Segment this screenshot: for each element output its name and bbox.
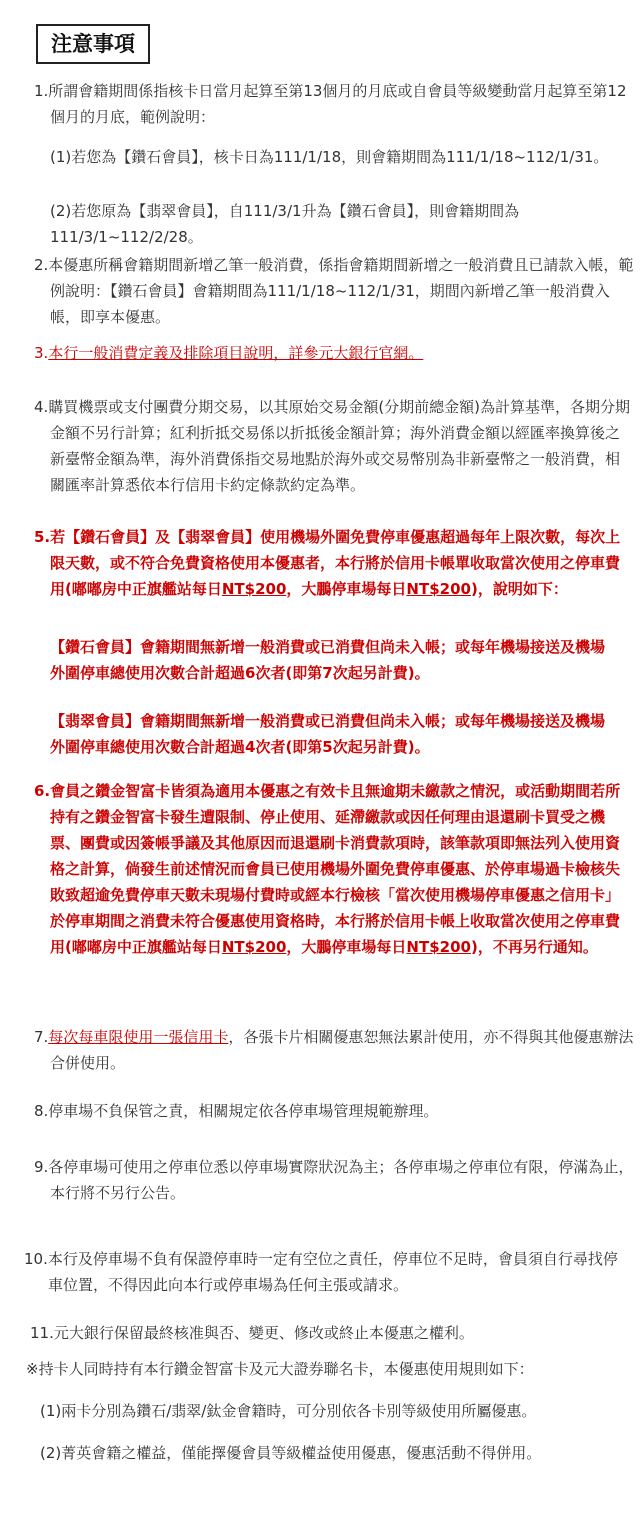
notice-item-7-text: ，各張卡片相關優惠恕無法累計使用，亦不得與其他優惠辦法合併使用。	[50, 1028, 634, 1072]
parking-fee-dudufang: NT$200	[221, 938, 287, 956]
notice-item-5-jade-rule: 【翡翠會員】會籍期間無新增一般消費或已消費但尚未入帳；或每年機場接送及機場外圍停車總使用次數合計超過4次者(即第5次起另計費)。	[50, 712, 606, 756]
notice-item-7-prefix: 7.	[34, 1028, 49, 1046]
notice-item-5-text: ，大鵬停車場每日	[286, 580, 407, 598]
notice-item-6-text: ，大鵬停車場每日	[286, 938, 407, 956]
notice-item-3-prefix: 3.	[34, 344, 49, 362]
notice-item-7-highlight: 每次每車限使用一張信用卡	[48, 1028, 229, 1046]
notice-item-5	[34, 524, 634, 602]
notice-item-4: 4.購買機票或支付團費分期交易，以其原始交易金額(分期前總金額)為計算基準，各期分期金額不另行計算；紅利折抵交易係以折抵後金額計算；海外消費金額以經匯率換算後之新臺幣金額為準，海外消費係指交易地點於海外或交易幣別為非新臺幣之一般消費，相關匯率計算悉依本行信用卡約定條款約定為準。	[34, 398, 631, 494]
notice-item-6	[34, 778, 634, 960]
notice-item-1-example-1: (1)若您為【鑽石會員】，核卡日為111/1/18，則會籍期間為111/1/18~112/1/31。	[50, 148, 609, 166]
parking-fee-dapeng: NT$200	[406, 580, 471, 598]
notice-cobrand-rule-2: (2)菁英會籍之權益，僅能擇優會員等級權益使用優惠，優惠活動不得併用。	[40, 1444, 542, 1462]
notice-item-3-link[interactable]: 本行一般消費定義及排除項目說明，詳參元大銀行官網。	[48, 344, 424, 362]
notice-item-5-text: 5.若【鑽石會員】及【翡翠會員】使用機場外圍免費停車優惠超過每年上限次數，每次上限天數，或不符合免費資格使用本優惠者，本行將於信用卡帳單收取當次使用之停車費用(嘟嘟房中正旗艦站每日	[34, 528, 621, 598]
parking-fee-dapeng: NT$200	[406, 938, 471, 956]
notice-item-1: 1.所謂會籍期間係指核卡日當月起算至第13個月的月底或自會員等級變動當月起算至第12個月的月底，範例說明：	[34, 82, 627, 126]
notice-item-5-text: )，說明如下：	[470, 580, 568, 598]
notice-cobrand-rule-1: (1)兩卡分別為鑽石/翡翠/鈦金會籍時，可分別依各卡別等級使用所屬優惠。	[40, 1402, 537, 1420]
notice-item-6-text: 6.會員之鑽金智富卡皆須為適用本優惠之有效卡且無逾期未繳款之情況，或活動期間若所持有之鑽金智富卡發生遭限制、停止使用、延滯繳款或因任何理由退還刷卡買受之機票、團費或因簽帳爭議及其他原因而退還刷卡消費款項時，該筆款項即無法列入使用資格之計算，倘發生前述情況而會員已使用機場外圍免費停車優惠、於停車場過卡檢核失敗致超逾免費停車天數未現場付費時或經本行檢核「當次使用機場停車優惠之信用卡」於停車期間之消費未符合優惠使用資格時，本行將於信用卡帳上收取當次使用之停車費用(嘟嘟房中正旗艦站每日	[34, 782, 621, 956]
notice-item-3	[34, 340, 618, 366]
notice-cobrand-intro: ※持卡人同時持有本行鑽金智富卡及元大證券聯名卡，本優惠使用規則如下：	[26, 1360, 534, 1378]
notice-item-9: 9.各停車場可使用之停車位悉以停車場實際狀況為主；各停車場之停車位有限，停滿為止，本行將不另行公告。	[34, 1158, 634, 1202]
notice-item-2: 2.本優惠所稱會籍期間新增乙筆一般消費，係指會籍期間新增之一般消費且已請款入帳，範例說明：【鑽石會員】會籍期間為111/1/18~112/1/31，期間內新增乙筆一般消費入帳，即享本優惠。	[34, 256, 634, 326]
notice-item-6-text: )，不再另行通知。	[470, 938, 598, 956]
notice-item-7	[34, 1024, 634, 1076]
notice-item-8: 8.停車場不負保管之責，相關規定依各停車場管理規範辦理。	[34, 1102, 439, 1120]
parking-fee-dudufang: NT$200	[221, 580, 287, 598]
notice-item-10: 10.本行及停車場不負有保證停車時一定有空位之責任，停車位不足時，會員須自行尋找停車位置，不得因此向本行或停車場為任何主張或請求。	[24, 1250, 618, 1294]
notice-item-5-diamond-rule: 【鑽石會員】會籍期間無新增一般消費或已消費但尚未入帳；或每年機場接送及機場外圍停車總使用次數合計超過6次者(即第7次起另計費)。	[50, 638, 606, 682]
notice-item-11: 11.元大銀行保留最終核准與否、變更、修改或終止本優惠之權利。	[30, 1324, 474, 1342]
notice-item-1-example-2: (2)若您原為【翡翠會員】，自111/3/1升為【鑽石會員】，則會籍期間為111/3/1~112/2/28。	[50, 202, 520, 246]
page-title-text: 注意事項	[51, 32, 135, 56]
page-title	[36, 24, 150, 64]
